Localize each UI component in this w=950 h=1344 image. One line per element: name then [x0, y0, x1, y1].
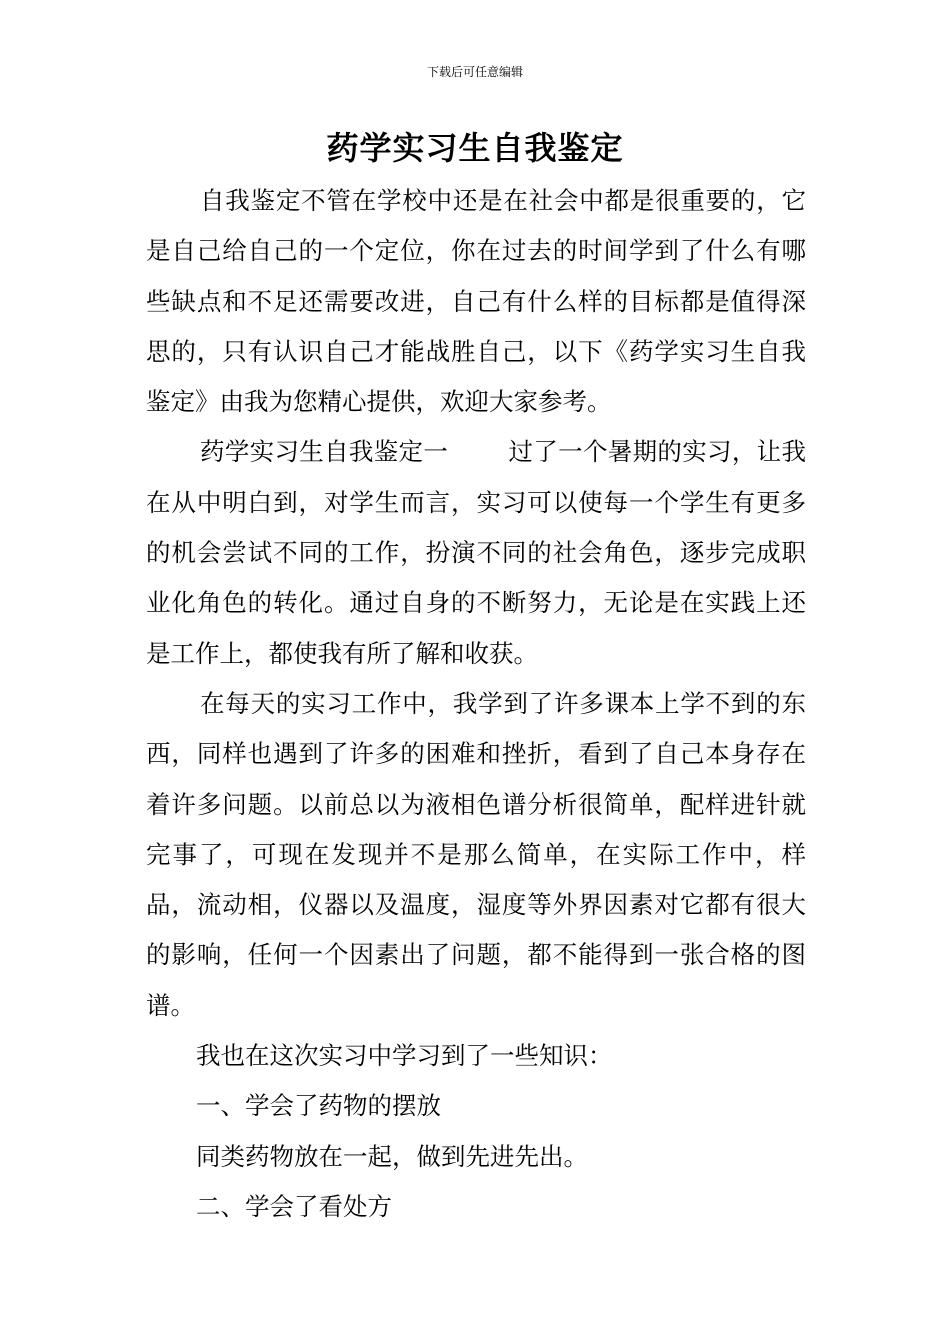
section-one-paragraph: [146, 427, 806, 678]
document-title: 药学实习生自我鉴定: [326, 129, 624, 167]
item-one-heading: 一、学会了药物的摆放: [196, 1091, 441, 1121]
document-body: [146, 176, 806, 1232]
item-two-heading: 二、学会了看处方: [196, 1191, 392, 1221]
daily-work-paragraph: 在每天的实习工作中，我学到了许多课本上学不到的东西，同样也遇到了许多的困难和挫折，看到了自己本身存在着许多问题。以前总以为液相色谱分析很简单，配样进针就完事了，可现在发现并不是那么简单，在实际工作中，样品，流动相，仪器以及温度，湿度等外界因素对它都有很大的影响，任何一个因素出了问题，都不能得到一张合格的图谱。: [146, 688, 806, 1020]
section-one-text: 过了一个暑期的实习，让我在从中明白到，对学生而言，实习可以使每一个学生有更多的机会尝试不同的工作，扮演不同的社会角色，逐步完成职业化角色的转化。通过自身的不断努力，无论是在实践上还是工作上，都使我有所了解和收获。: [146, 437, 807, 668]
header-note: 下载后可任意编辑: [426, 65, 523, 79]
item-one-text: 同类药物放在一起，做到先进先出。: [196, 1141, 588, 1171]
knowledge-intro-line: 我也在这次实习中学习到了一些知识：: [196, 1041, 613, 1071]
section-one-heading: 药学实习生自我鉴定一: [200, 437, 449, 467]
intro-paragraph: 自我鉴定不管在学校中还是在社会中都是很重要的，它是自己给自己的一个定位，你在过去的时间学到了什么有哪些缺点和不足还需要改进，自己有什么样的目标都是值得深思的，只有认识自己才能战胜自己，以下《药学实习生自我鉴定》由我为您精心提供，欢迎大家参考。: [146, 186, 806, 417]
